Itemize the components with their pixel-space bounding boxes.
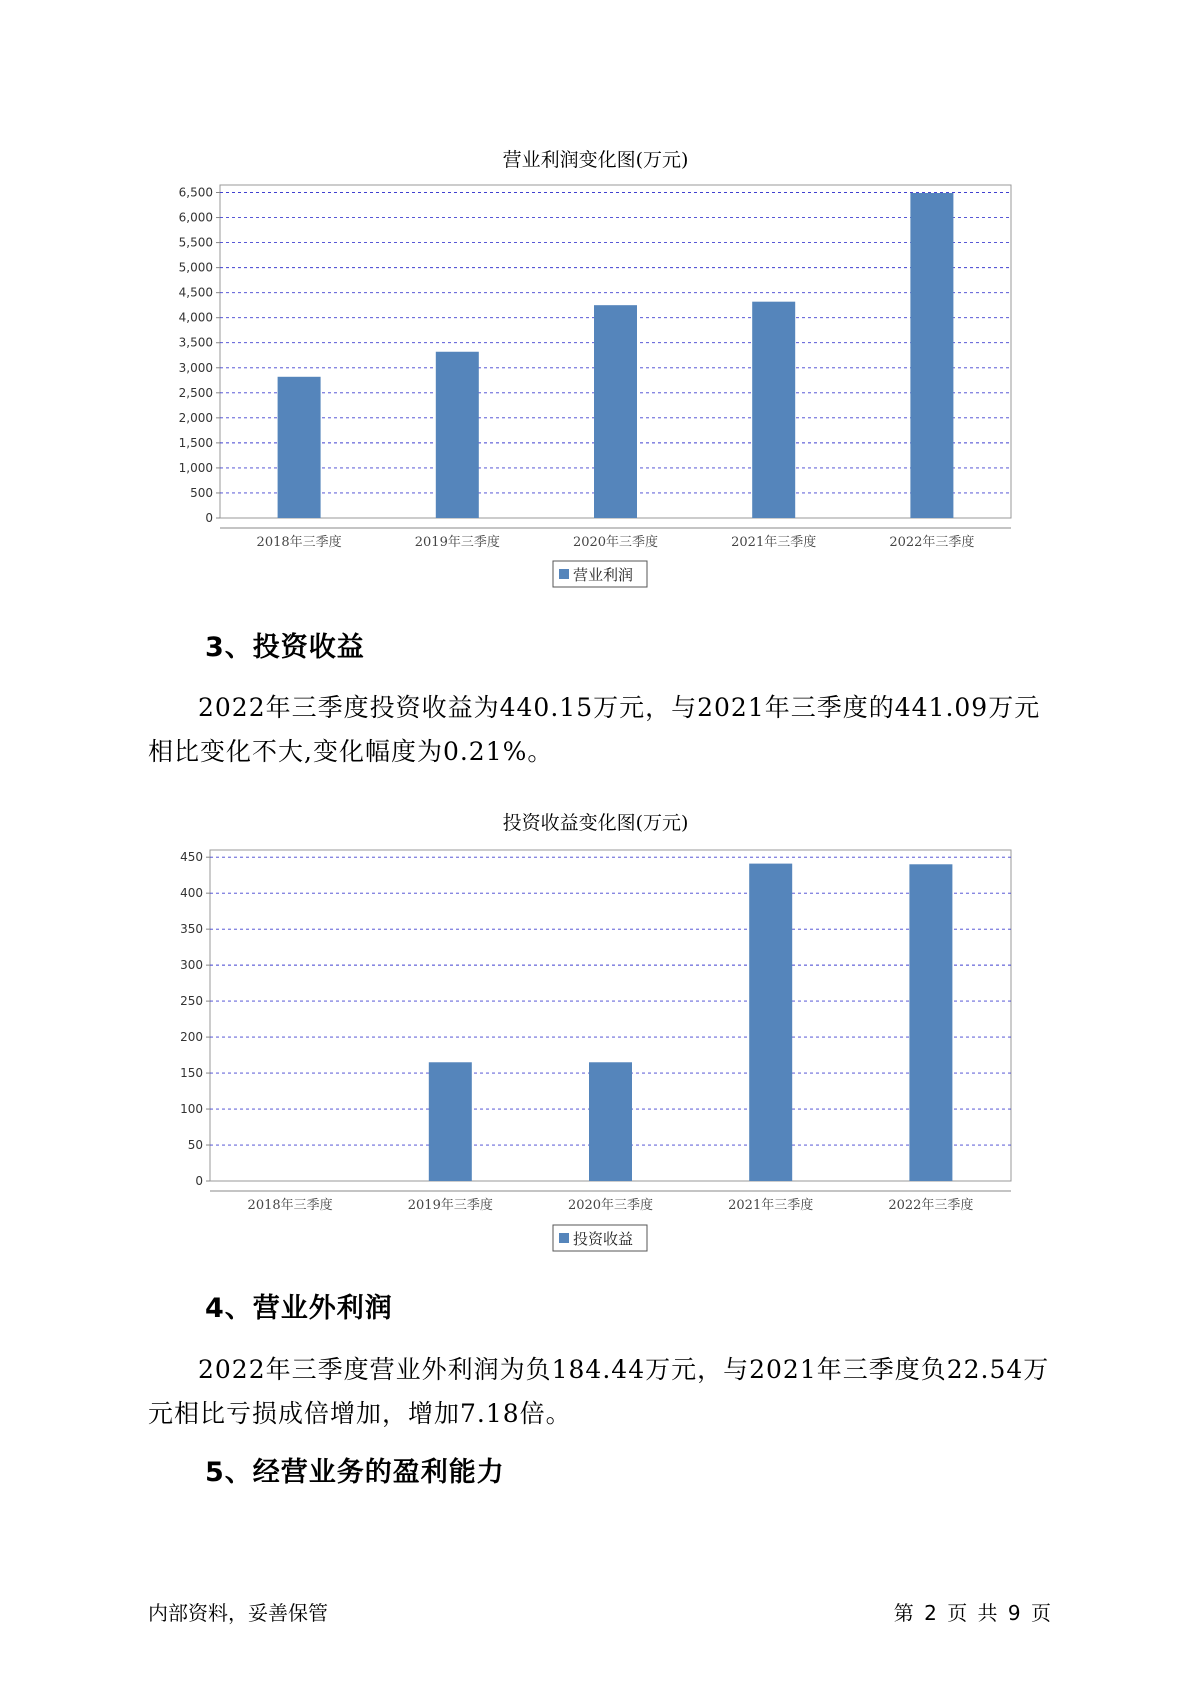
y-tick-label: 400 xyxy=(180,886,203,901)
y-tick-label: 500 xyxy=(190,485,213,500)
y-tick-label: 3,000 xyxy=(178,360,213,375)
y-tick-label: 200 xyxy=(180,1030,203,1045)
y-tick-label: 0 xyxy=(195,1174,203,1188)
bar xyxy=(909,864,952,1181)
paragraph-investment-line1: 2022年三季度投资收益为440.15万元，与2021年三季度的441.09万元 xyxy=(198,693,1041,722)
y-tick-label: 150 xyxy=(180,1066,203,1081)
y-tick-label: 2,500 xyxy=(178,385,213,400)
paragraph-non-operating-line1: 2022年三季度营业外利润为负184.44万元，与2021年三季度负22.54万 xyxy=(198,1355,1050,1384)
legend-swatch xyxy=(559,1233,569,1243)
y-tick-label: 300 xyxy=(180,958,203,973)
section-heading-investment: 3、投资收益 xyxy=(205,632,365,663)
y-tick-label: 4,500 xyxy=(178,285,213,300)
x-tick-label: 2019年三季度 xyxy=(414,535,500,550)
bar xyxy=(749,864,792,1181)
legend-label: 营业利润 xyxy=(573,566,634,584)
y-tick-label: 350 xyxy=(180,922,203,937)
y-tick-label: 250 xyxy=(180,994,203,1009)
y-tick-label: 0 xyxy=(205,511,213,525)
legend-label: 投资收益 xyxy=(573,1230,634,1248)
y-tick-label: 50 xyxy=(187,1138,203,1153)
y-tick-label: 3,500 xyxy=(178,335,213,350)
paragraph-investment-line2: 相比变化不大,变化幅度为0.21%。 xyxy=(148,737,554,766)
section-heading-non-operating: 4、营业外利润 xyxy=(205,1293,393,1324)
paragraph-non-operating-line2: 元相比亏损成倍增加，增加7.18倍。 xyxy=(148,1399,572,1428)
y-tick-label: 1,000 xyxy=(178,460,213,475)
y-tick-label: 2,000 xyxy=(178,410,213,425)
y-tick-label: 450 xyxy=(180,850,203,865)
y-tick-label: 6,000 xyxy=(178,210,213,225)
x-tick-label: 2021年三季度 xyxy=(731,535,817,550)
x-tick-label: 2020年三季度 xyxy=(567,1198,654,1213)
chart-title-operating-profit: 营业利润变化图(万元) xyxy=(502,149,689,171)
x-tick-label: 2018年三季度 xyxy=(256,535,342,550)
y-tick-label: 5,500 xyxy=(178,235,213,250)
x-tick-label: 2022年三季度 xyxy=(889,535,975,550)
x-tick-label: 2019年三季度 xyxy=(407,1198,493,1213)
bar xyxy=(429,1062,472,1181)
y-tick-label: 6,500 xyxy=(178,185,213,200)
section-heading-profitability: 5、经营业务的盈利能力 xyxy=(205,1457,505,1488)
paragraph-non-operating xyxy=(148,1348,1068,1436)
y-tick-label: 5,000 xyxy=(178,260,213,275)
footer-confidential-note: 内部资料，妥善保管 xyxy=(148,1601,328,1625)
bar xyxy=(589,1062,632,1181)
x-tick-label: 2022年三季度 xyxy=(888,1198,974,1213)
footer-page-number: 第 2 页 共 9 页 xyxy=(893,1601,1053,1625)
chart-title-investment-income: 投资收益变化图(万元) xyxy=(502,812,689,834)
y-tick-label: 4,000 xyxy=(178,310,213,325)
y-tick-label: 1,500 xyxy=(178,435,213,450)
x-tick-label: 2020年三季度 xyxy=(572,535,659,550)
y-tick-label: 100 xyxy=(180,1102,203,1117)
x-tick-label: 2018年三季度 xyxy=(247,1198,333,1213)
x-tick-label: 2021年三季度 xyxy=(728,1198,814,1213)
